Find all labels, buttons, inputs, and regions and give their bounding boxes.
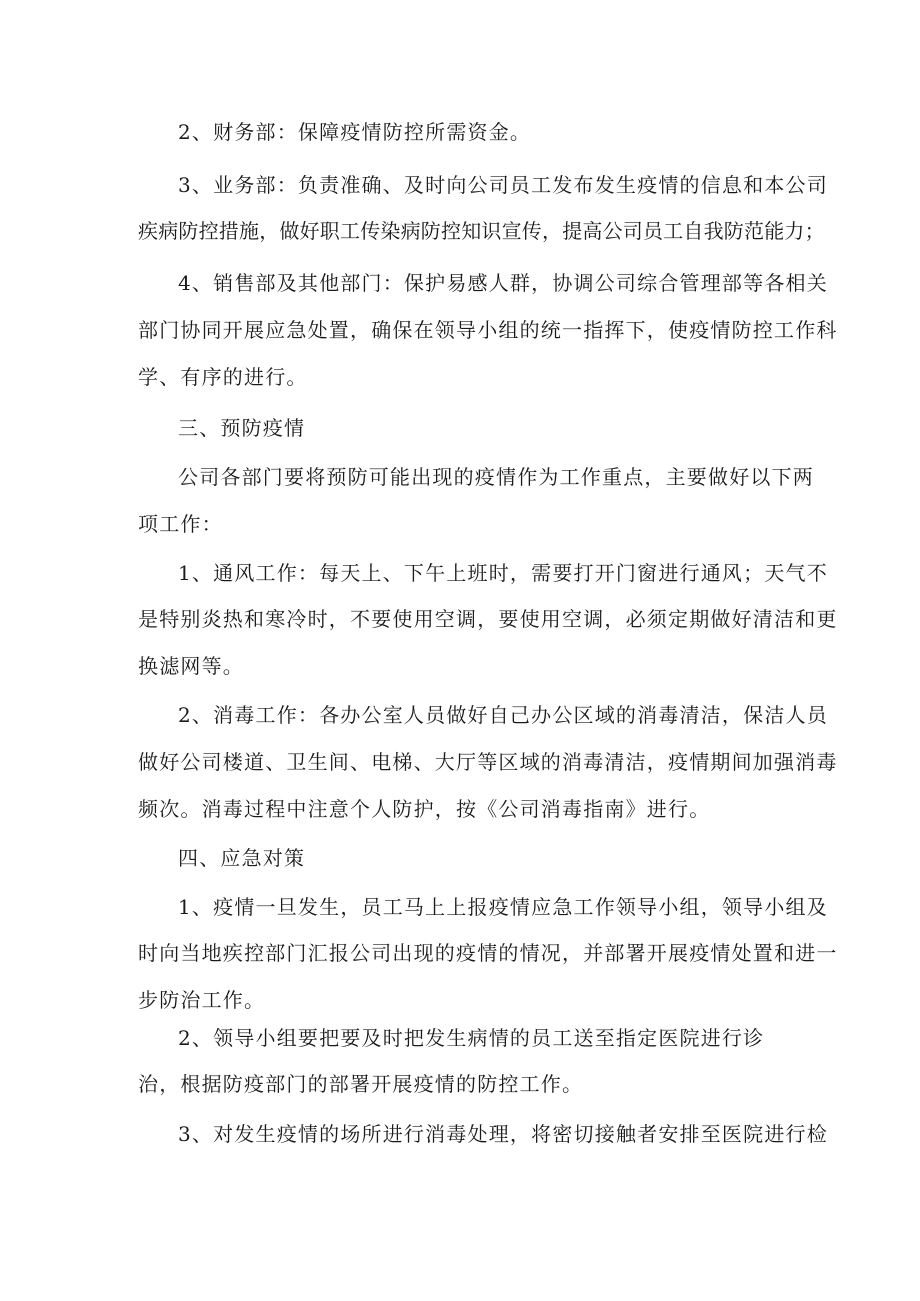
section-heading-prevention: 三、预防疫情: [178, 416, 306, 440]
paragraph-line-ventilation-2: 是特别炎热和寒冷时，不要使用空调，要使用空调，必须定期做好清洁和更: [138, 607, 838, 631]
paragraph-line-emergency-2b: 治，根据防疫部门的部署开展疫情的防控工作。: [138, 1072, 584, 1096]
paragraph-line-disinfection-3: 频次。消毒过程中注意个人防护，按《公司消毒指南》进行。: [138, 797, 711, 821]
paragraph-line-emergency-1c: 步防治工作。: [138, 988, 266, 1012]
paragraph-line-emergency-2a: 2、领导小组要把要及时把发生病情的员工送至指定医院进行诊: [178, 1026, 765, 1050]
paragraph-line-emergency-3a: 3、对发生疫情的场所进行消毒处理，将密切接触者安排至医院进行检: [178, 1122, 828, 1146]
paragraph-line-sales-2: 部门协同开展应急处置，确保在领导小组的统一指挥下，使疫情防控工作科: [138, 318, 838, 342]
paragraph-line-prevention-1: 公司各部门要将预防可能出现的疫情作为工作重点，主要做好以下两: [178, 465, 814, 489]
paragraph-line-sales-1: 4、销售部及其他部门：保护易感人群，协调公司综合管理部等各相关: [178, 271, 828, 295]
section-heading-emergency: 四、应急对策: [178, 846, 306, 870]
paragraph-line-disinfection-2: 做好公司楼道、卫生间、电梯、大厅等区域的消毒清洁，疫情期间加强消毒: [138, 750, 838, 774]
paragraph-line-business-1: 3、业务部：负责准确、及时向公司员工发布发生疫情的信息和本公司: [178, 173, 828, 197]
paragraph-line-disinfection-1: 2、消毒工作：各办公室人员做好自己办公区域的消毒清洁，保洁人员: [178, 703, 828, 727]
paragraph-line-prevention-2: 项工作：: [138, 512, 223, 536]
paragraph-line-finance: 2、财务部：保障疫情防控所需资金。: [178, 120, 532, 144]
paragraph-line-business-2: 疾病防控措施，做好职工传染病防控知识宣传，提高公司员工自我防范能力；: [138, 219, 825, 243]
paragraph-line-ventilation-3: 换滤网等。: [138, 654, 244, 678]
paragraph-line-emergency-1a: 1、疫情一旦发生，员工马上上报疫情应急工作领导小组，领导小组及: [178, 895, 828, 919]
paragraph-line-emergency-1b: 时向当地疾控部门汇报公司出现的疫情的情况，并部署开展疫情处置和进一: [138, 941, 838, 965]
paragraph-line-sales-3: 学、有序的进行。: [138, 365, 308, 389]
paragraph-line-ventilation-1: 1、通风工作：每天上、下午上班时，需要打开门窗进行通风；天气不: [178, 561, 828, 585]
